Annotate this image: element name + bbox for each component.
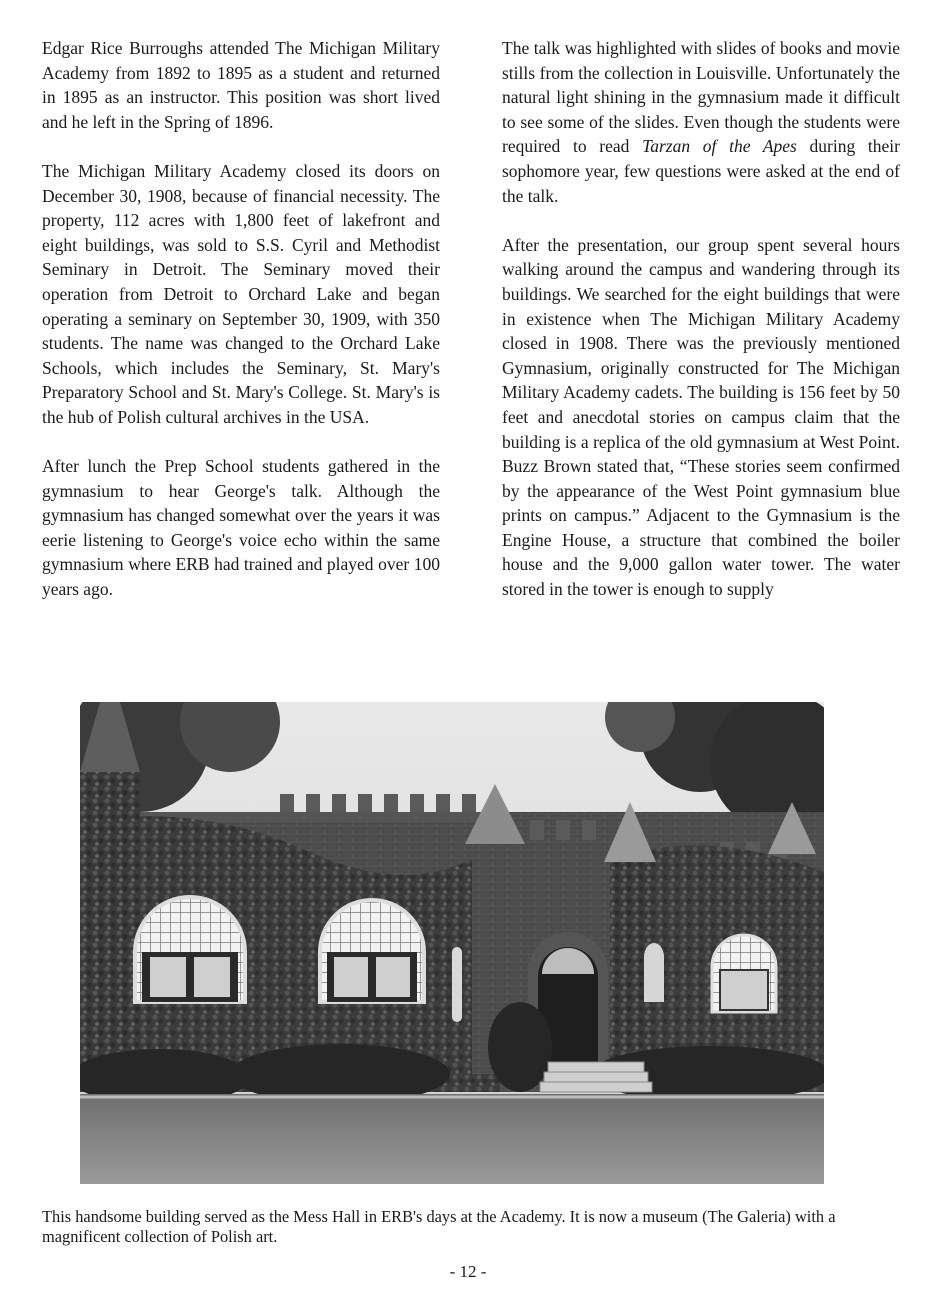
paragraph-text: during their sophomore year, few questions were asked at the end of the talk. [502, 136, 900, 206]
right-column [502, 36, 900, 602]
paragraph: Edgar Rice Burroughs attended The Michigan Military Academy from 1892 to 1895 as a student and returned in 1895 as an instructor. This position was short lived and he left in the Spring of 1896. [42, 38, 440, 132]
paragraph-text: The talk was highlighted with slides of books and movie stills from the collection in Louisville. Unfortunately the natural light shining in the gymnasium made it difficult to see some of the slides. Even though the students were required to read [502, 38, 900, 157]
paragraph: After lunch the Prep School students gathered in the gymnasium to hear George's talk. Although the gymnasium has changed somewhat over the years it was eerie listening to George's voice echo within the same gymnasium where ERB had trained and played over 100 years ago. [42, 456, 440, 600]
arched-window [320, 900, 424, 1002]
paragraph: The Michigan Military Academy closed its doors on December 30, 1908, because of financial necessity. The property, 112 acres with 1,800 feet of lakefront and eight buildings, was sold to S.S. Cyril and Methodist Seminary in Detroit. The Seminary moved their operation from Detroit to Orchard Lake and began operating a seminary on September 30, 1909, with 350 students. The name was changed to the Orchard Lake Schools, which includes the Seminary, St. Mary's Preparatory School and St. Mary's College. St. Mary's is the hub of Polish cultural archives in the USA. [42, 160, 440, 427]
left-column [42, 36, 440, 602]
paragraph: After the presentation, our group spent several hours walking around the campus and wandering through its buildings. We searched for the eight buildings that were in existence when The Michigan Military Academy closed in 1908. There was the previously mentioned Gymnasium, originally constructed for The Michigan Military Academy cadets. The building is 156 feet by 50 feet and anecdotal stories on campus claim that the building is a replica of the old gymnasium at West Point. Buzz Brown stated that, “These stories seem confirmed by the appearance of the West Point gymnasium blue prints on campus.” Adjacent to the Gymnasium is the Engine House, a structure that combined the boiler house and the 9,000 gallon water tower. The water stored in the tower is enough to supply [502, 234, 900, 600]
arched-window [712, 935, 776, 1012]
building-photo [80, 702, 824, 1184]
page-number: - 12 - [449, 1262, 487, 1281]
photo-caption: This handsome building served as the Mess Hall in ERB's days at the Academy. It is now a museum (The Galeria) with a magnificent collection of Polish art. [42, 1207, 836, 1246]
book-title: Tarzan of the Apes [642, 136, 797, 157]
paragraph [502, 36, 900, 208]
arched-window [135, 897, 245, 1002]
